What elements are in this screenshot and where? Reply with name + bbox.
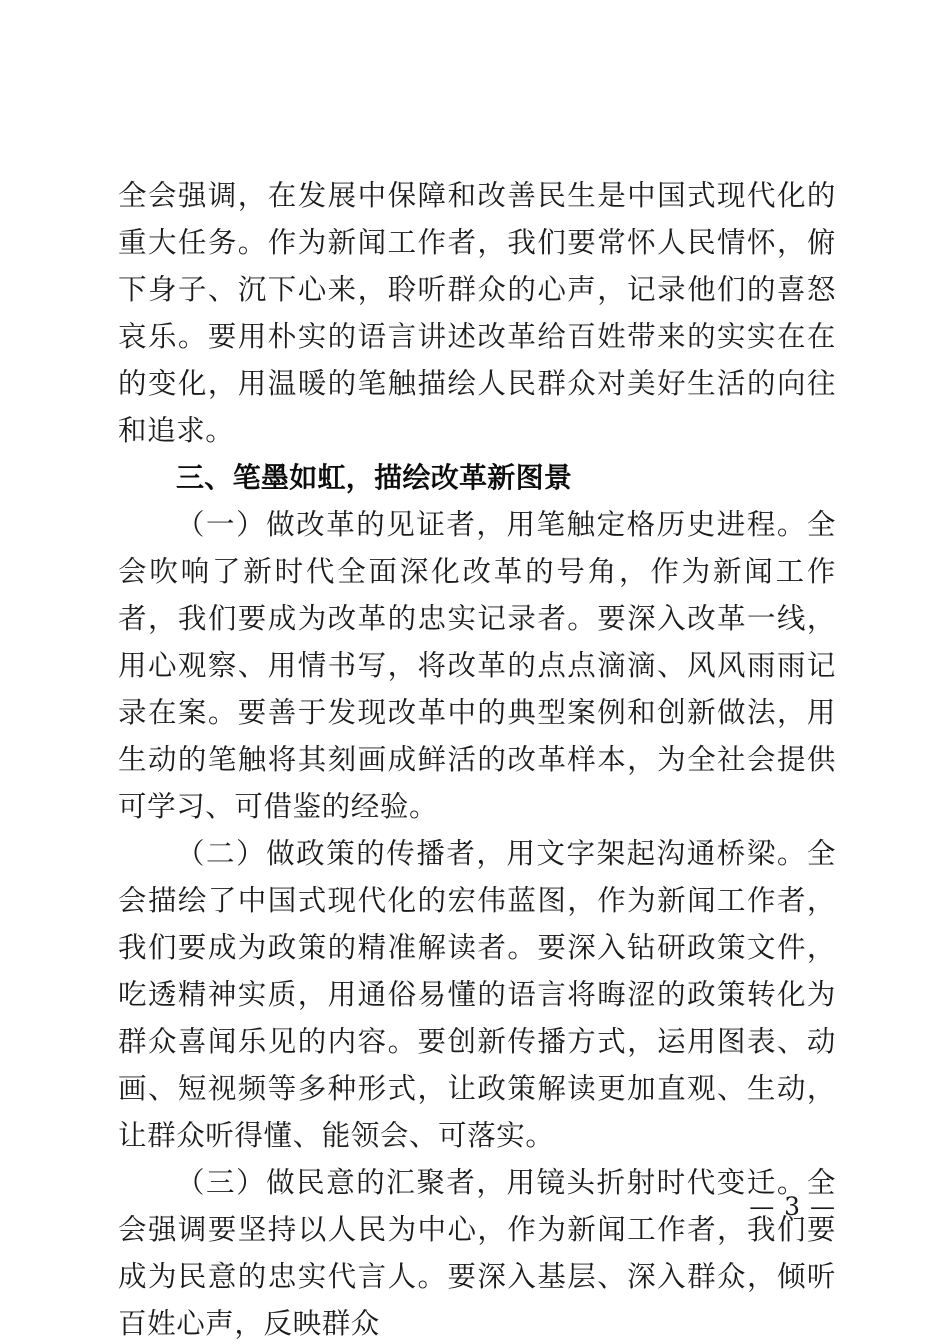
paragraph-quanhui-qiangdiao: 全会强调，在发展中保障和改善民生是中国式现代化的重大任务。作为新闻工作者，我们要常怀人民情怀，俯下身子、沉下心来，聆听群众的心声，记录他们的喜怒哀乐。要用朴实的语言讲述改革给百姓带来的实实在在的变化，用温暖的笔触描绘人民群众对美好生活的向往和追求。 (118, 179, 836, 447)
paragraph-item-two: （二）做政策的传播者，用文字架起沟通桥梁。全会描绘了中国式现代化的宏伟蓝图，作为新闻工作者，我们要成为政策的精准解读者。要深入钻研政策文件，吃透精神实质，用通俗易懂的语言将晦涩的政策转化为群众喜闻乐见的内容。要创新传播方式，运用图表、动画、短视频等多种形式，让政策解读更加直观、生动，让群众听得懂、能领会、可落实。 (118, 837, 836, 1152)
paragraph-item-three: （三）做民意的汇聚者，用镜头折射时代变迁。全会强调要坚持以人民为中心，作为新闻工作者，我们要成为民意的忠实代言人。要深入基层、深入群众，倾听百姓心声，反映群众 (118, 1166, 836, 1340)
paragraph-item-one: （一）做改革的见证者，用笔触定格历史进程。全会吹响了新时代全面深化改革的号角，作为新闻工作者，我们要成为改革的忠实记录者。要深入改革一线，用心观察、用情书写，将改革的点点滴滴、风风雨雨记录在案。要善于发现改革中的典型案例和创新做法，用生动的笔触将其刻画成鲜活的改革样本，为全社会提供可学习、可借鉴的经验。 (118, 508, 836, 823)
page-number: — 3 — (749, 1192, 836, 1221)
section-heading-three: 三、笔墨如虹，描绘改革新图景 (176, 462, 573, 493)
document-text-column (118, 172, 836, 1344)
